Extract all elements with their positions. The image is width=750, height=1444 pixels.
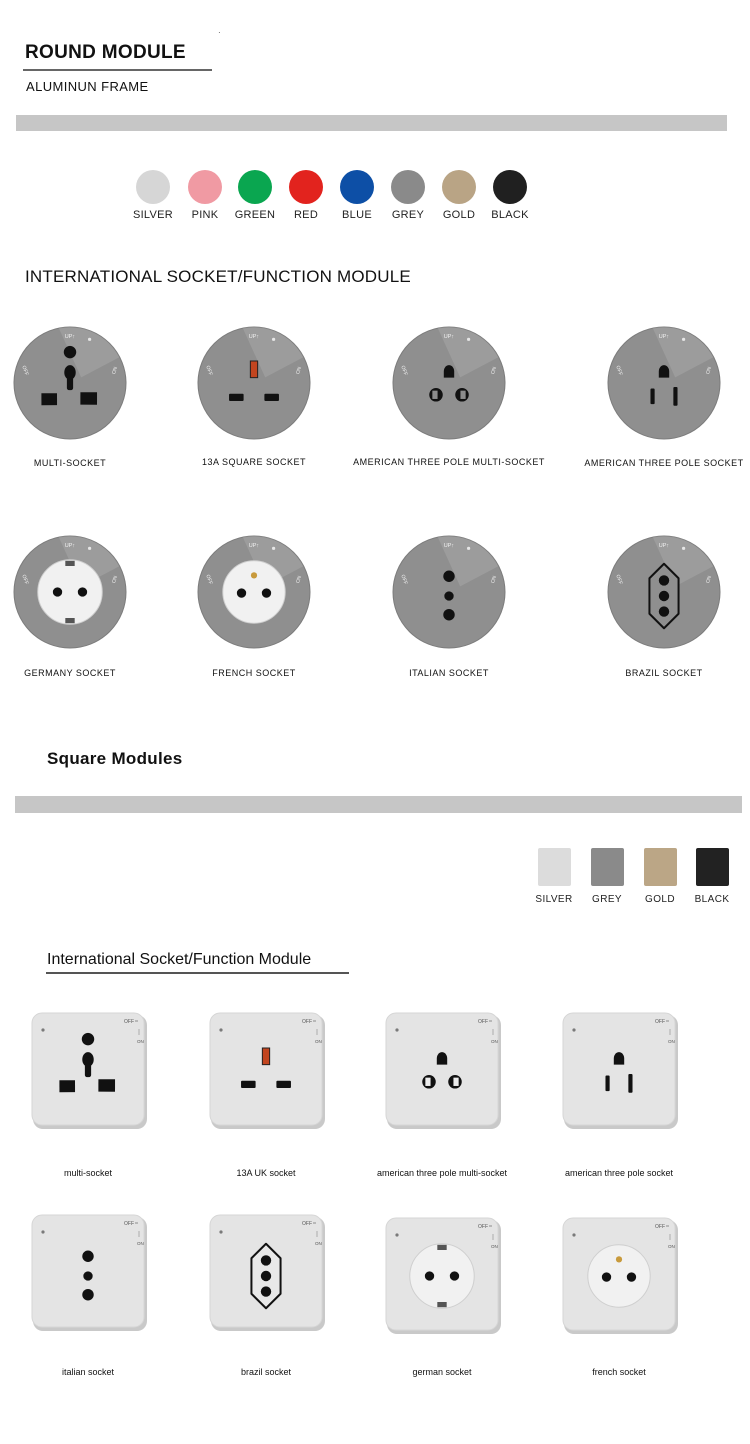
socket-label: ITALIAN SOCKET [409, 668, 489, 678]
svg-text:UP↑: UP↑ [248, 543, 260, 549]
socket-label: german socket [412, 1367, 472, 1377]
square-socket-us [560, 1010, 682, 1132]
page-subtitle: ALUMINUN FRAME [26, 79, 149, 94]
title-underline [23, 69, 212, 71]
svg-text:ON: ON [668, 1039, 675, 1044]
color-swatch-blue [340, 170, 374, 204]
svg-text:ON: ON [491, 1244, 498, 1249]
svg-text:OFF: OFF [655, 1019, 665, 1025]
color-swatch-grey [391, 170, 425, 204]
svg-text:OFF: OFF [204, 573, 214, 586]
round-socket-multi [12, 325, 128, 441]
page-title: ROUND MODULE [25, 42, 186, 63]
socket-label: brazil socket [240, 1367, 292, 1377]
square-swatch-grey [591, 848, 624, 886]
socket-label: american three pole multi-socket [376, 1168, 508, 1178]
svg-text:OFF: OFF [614, 364, 624, 377]
square-socket-german [383, 1215, 505, 1337]
svg-text:ON: ON [315, 1039, 322, 1044]
svg-text:OFF: OFF [302, 1019, 312, 1025]
square-swatch-silver [538, 848, 571, 886]
svg-text:ON: ON [489, 575, 499, 585]
socket-label: 13A SQUARE SOCKET [201, 457, 307, 467]
square-socket-uk [207, 1010, 329, 1132]
svg-text:UP↑: UP↑ [64, 543, 76, 549]
square-swatch-label: BLACK [694, 894, 730, 905]
color-swatch-gold [442, 170, 476, 204]
color-label: GREEN [234, 209, 276, 221]
square-swatch-black [696, 848, 729, 886]
svg-text:OFF: OFF [20, 364, 30, 377]
color-swatch-silver [136, 170, 170, 204]
svg-text:OFF: OFF [399, 573, 409, 586]
color-swatch-pink [188, 170, 222, 204]
svg-text:ON: ON [489, 366, 499, 376]
socket-label: AMERICAN THREE POLE MULTI-SOCKET [353, 457, 545, 467]
svg-text:OFF: OFF [655, 1224, 665, 1230]
socket-label: american three pole socket [564, 1168, 674, 1178]
socket-label: BRAZIL SOCKET [625, 668, 703, 678]
color-label: BLACK [491, 209, 529, 221]
square-swatch-gold [644, 848, 677, 886]
svg-text:UP↑: UP↑ [443, 334, 455, 340]
color-label: GOLD [442, 209, 476, 221]
svg-text:ON: ON [704, 366, 714, 376]
svg-text:OFF: OFF [478, 1224, 488, 1230]
round-socket-us-multi [391, 325, 507, 441]
round-socket-german [12, 534, 128, 650]
color-label: BLUE [342, 209, 372, 221]
socket-label: FRENCH SOCKET [212, 668, 296, 678]
socket-label: MULTI-SOCKET [33, 458, 107, 468]
round-section-title: INTERNATIONAL SOCKET/FUNCTION MODULE [25, 267, 411, 286]
socket-label: AMERICAN THREE POLE SOCKET [584, 458, 744, 468]
svg-text:OFF: OFF [478, 1019, 488, 1025]
svg-text:ON: ON [315, 1241, 322, 1246]
socket-label: GERMANY SOCKET [24, 668, 116, 678]
svg-text:ON: ON [137, 1039, 144, 1044]
square-socket-multi [29, 1010, 151, 1132]
divider-band-top [16, 115, 727, 131]
svg-text:UP↑: UP↑ [658, 543, 670, 549]
svg-text:ON: ON [704, 575, 714, 585]
divider-band-square [15, 796, 742, 813]
svg-text:OFF: OFF [399, 364, 409, 377]
svg-text:UP↑: UP↑ [64, 334, 76, 340]
svg-text:OFF: OFF [204, 364, 214, 377]
socket-label: multi-socket [63, 1168, 112, 1178]
round-socket-italian [391, 534, 507, 650]
color-label: RED [293, 209, 319, 221]
square-socket-us-multi [383, 1010, 505, 1132]
round-socket-french [196, 534, 312, 650]
square-section-underline [46, 972, 349, 974]
square-swatch-label: SILVER [535, 894, 573, 905]
round-socket-brazil [606, 534, 722, 650]
socket-label: french socket [592, 1367, 646, 1377]
svg-text:ON: ON [294, 575, 304, 585]
color-swatch-black [493, 170, 527, 204]
svg-text:ON: ON [294, 366, 304, 376]
svg-text:UP↑: UP↑ [443, 543, 455, 549]
color-label: GREY [391, 209, 425, 221]
svg-text:UP↑: UP↑ [248, 334, 260, 340]
svg-text:OFF: OFF [124, 1221, 134, 1227]
color-label: SILVER [132, 209, 174, 221]
svg-text:OFF: OFF [20, 573, 30, 586]
color-swatch-red [289, 170, 323, 204]
svg-text:ON: ON [668, 1244, 675, 1249]
svg-text:OFF: OFF [614, 573, 624, 586]
socket-label: italian socket [61, 1367, 115, 1377]
square-modules-title: Square Modules [47, 749, 183, 768]
svg-text:ON: ON [491, 1039, 498, 1044]
stray-dot: · [218, 28, 221, 37]
square-section-title: International Socket/Function Module [47, 951, 312, 968]
square-socket-french [560, 1215, 682, 1337]
square-swatch-label: GREY [592, 894, 622, 905]
svg-text:ON: ON [110, 575, 120, 585]
svg-text:UP↑: UP↑ [658, 334, 670, 340]
square-swatch-label: GOLD [645, 894, 675, 905]
socket-label: 13A UK socket [236, 1168, 296, 1178]
svg-text:OFF: OFF [124, 1019, 134, 1025]
svg-text:ON: ON [110, 366, 120, 376]
square-socket-italian [29, 1212, 151, 1334]
square-socket-brazil [207, 1212, 329, 1334]
svg-text:ON: ON [137, 1241, 144, 1246]
svg-text:OFF: OFF [302, 1221, 312, 1227]
color-label: PINK [191, 209, 219, 221]
round-socket-us [606, 325, 722, 441]
round-socket-uk [196, 325, 312, 441]
color-swatch-green [238, 170, 272, 204]
